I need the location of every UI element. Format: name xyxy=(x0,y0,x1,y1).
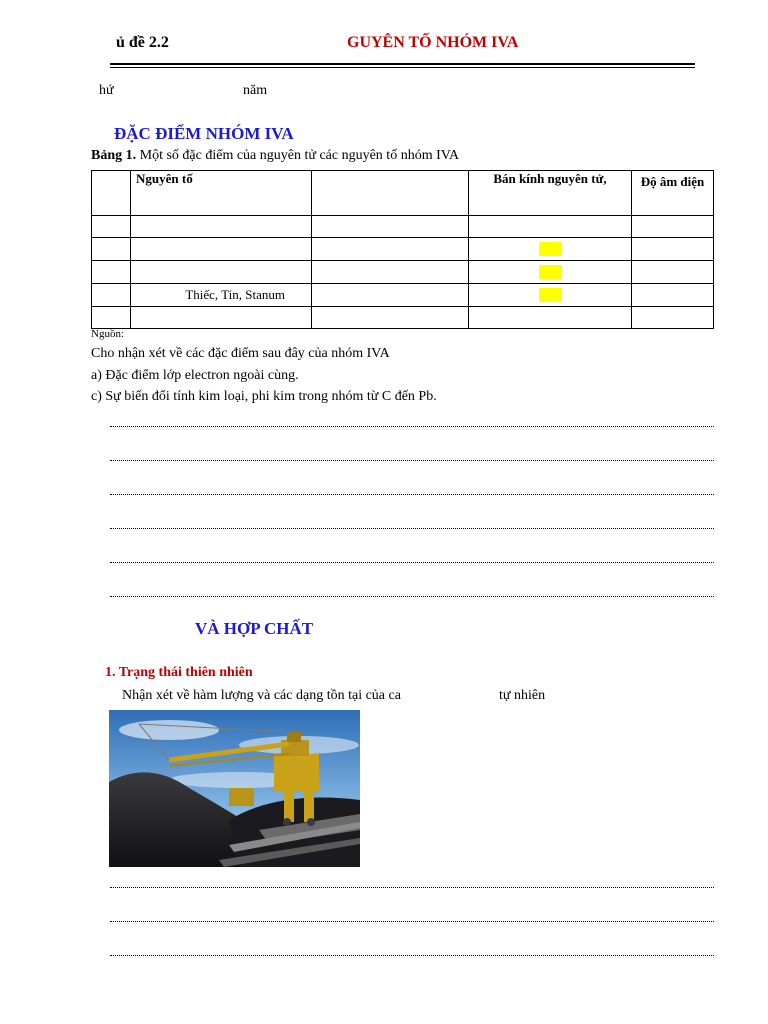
table-cell[interactable] xyxy=(131,307,312,329)
table-cell[interactable] xyxy=(312,284,469,307)
answer-line[interactable] xyxy=(110,562,714,563)
table-cell[interactable] xyxy=(312,238,469,261)
table-cell[interactable] xyxy=(632,216,714,238)
coal-mining-photo xyxy=(109,710,360,867)
section-title-compounds: VÀ HỢP CHẤT xyxy=(195,619,314,638)
table-row[interactable] xyxy=(92,284,714,307)
table-cell[interactable] xyxy=(632,238,714,261)
table-cell[interactable] xyxy=(92,261,131,284)
table-cell[interactable] xyxy=(92,307,131,329)
table-cell-highlighted[interactable] xyxy=(469,261,632,284)
table-caption-text: Một số đặc điểm của nguyên tử các nguyên tố nhóm IVA xyxy=(136,148,460,163)
table-cell[interactable] xyxy=(131,238,312,261)
question-intro: Cho nhận xét về các đặc điểm sau đây của nhóm IVA xyxy=(91,346,390,361)
element-properties-table xyxy=(91,170,714,329)
header-rule-thin xyxy=(110,67,695,68)
table-cell[interactable] xyxy=(312,216,469,238)
page-title: GUYÊN TỐ NHÓM IVA xyxy=(347,34,519,51)
table-cell[interactable] xyxy=(312,307,469,329)
subline-left: hứ xyxy=(99,83,114,98)
subsection-text-left: Nhận xét về hàm lượng và các dạng tồn tại của ca xyxy=(122,688,401,703)
header-cell-electronegativity: Độ âm điện xyxy=(632,171,714,216)
table-source: Nguồn: xyxy=(91,328,124,340)
header-cell xyxy=(312,171,469,216)
answer-line[interactable] xyxy=(110,494,714,495)
table-caption-label: Bảng 1. xyxy=(91,148,137,163)
header-cell-element: Nguyên tố xyxy=(131,171,312,216)
table-cell-highlighted[interactable] xyxy=(469,284,632,307)
table-cell-element-name[interactable]: Thiếc, Tin, Stanum xyxy=(131,284,312,307)
table-row[interactable] xyxy=(92,307,714,329)
header-rule-thick xyxy=(110,63,695,65)
subsection-title-natural-state: 1. Trạng thái thiên nhiên xyxy=(105,665,253,680)
answer-line[interactable] xyxy=(110,955,714,956)
table-row[interactable] xyxy=(92,216,714,238)
question-a: a) Đặc điểm lớp electron ngoài cùng. xyxy=(91,368,299,383)
highlight-mark xyxy=(539,265,562,279)
table-cell[interactable] xyxy=(131,261,312,284)
table-cell[interactable] xyxy=(469,307,632,329)
table-header-row xyxy=(92,171,714,216)
coal-yard-illustration xyxy=(109,710,360,867)
answer-line[interactable] xyxy=(110,921,714,922)
section-title-features: ĐẶC ĐIỂM NHÓM IVA xyxy=(114,124,294,143)
table-row[interactable] xyxy=(92,238,714,261)
table-cell[interactable] xyxy=(312,261,469,284)
question-c: c) Sự biến đổi tính kim loại, phi kim trong nhóm từ C đến Pb. xyxy=(91,389,437,404)
table-caption xyxy=(91,148,459,164)
answer-line[interactable] xyxy=(110,460,714,461)
table-cell[interactable] xyxy=(92,238,131,261)
table-row[interactable] xyxy=(92,261,714,284)
table-cell[interactable] xyxy=(92,284,131,307)
topic-number: ủ đề 2.2 xyxy=(116,34,169,51)
table-cell[interactable] xyxy=(632,284,714,307)
table-cell[interactable] xyxy=(632,261,714,284)
table-cell[interactable] xyxy=(131,216,312,238)
table-cell-highlighted[interactable] xyxy=(469,238,632,261)
table-cell[interactable] xyxy=(469,216,632,238)
header-cell-radius: Bán kính nguyên tử, xyxy=(469,171,632,216)
answer-line[interactable] xyxy=(110,528,714,529)
highlight-mark xyxy=(539,242,562,256)
highlight-mark xyxy=(539,288,562,302)
table-cell[interactable] xyxy=(632,307,714,329)
answer-line[interactable] xyxy=(110,596,714,597)
table-cell[interactable] xyxy=(92,216,131,238)
subline-right: năm xyxy=(243,83,268,98)
header-cell xyxy=(92,171,131,216)
answer-line[interactable] xyxy=(110,887,714,888)
answer-line[interactable] xyxy=(110,426,714,427)
subsection-text-right: tự nhiên xyxy=(499,688,546,703)
